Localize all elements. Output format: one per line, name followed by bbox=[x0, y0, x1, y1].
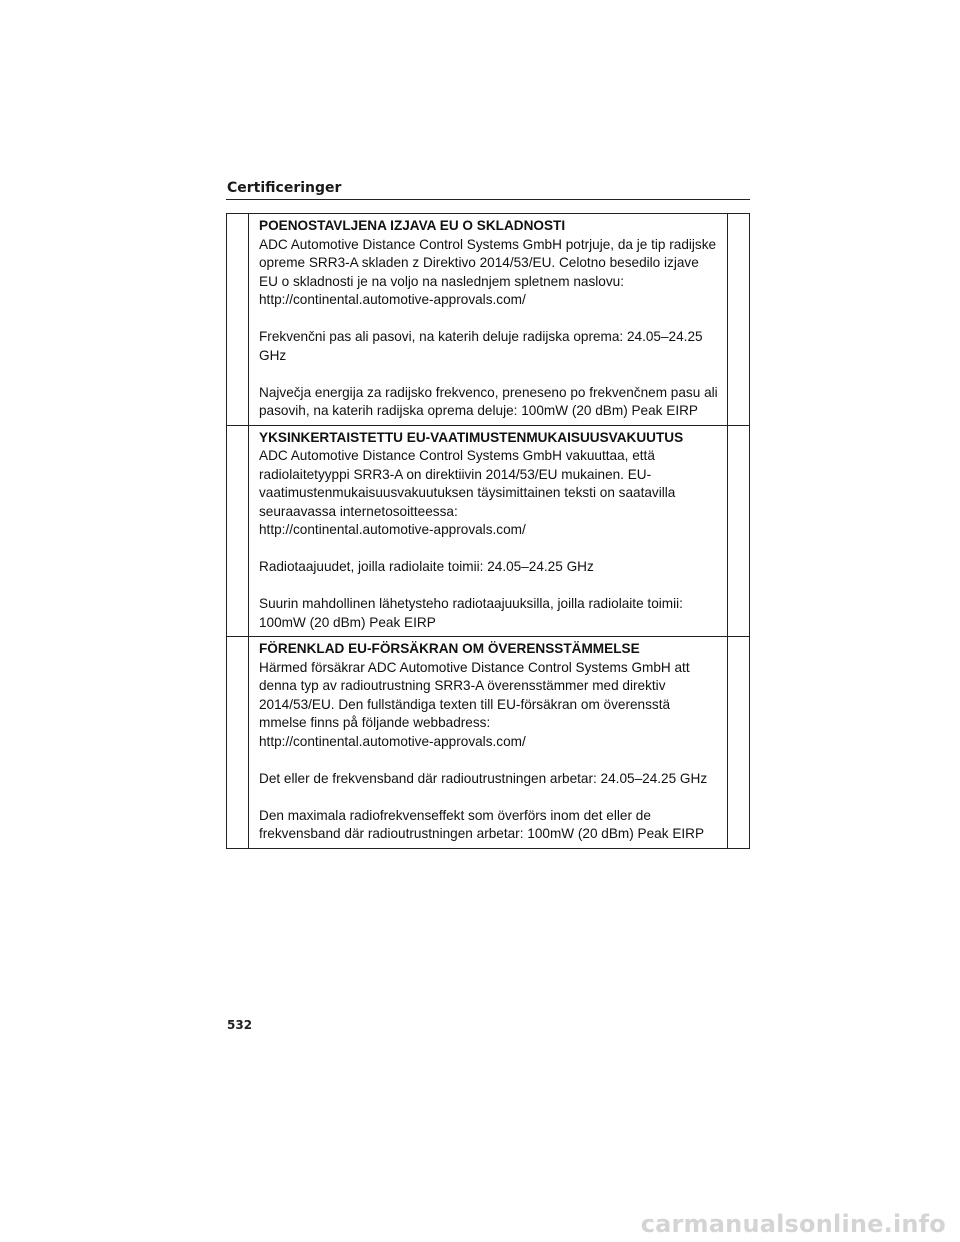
table-margin-cell-right bbox=[728, 637, 750, 849]
declaration-power: Suurin mahdollinen lähetysteho radiotaajuuksilla, joilla radiolaite toimii: 100mW (20 dBm) Peak EIRP bbox=[259, 596, 683, 630]
declaration-intro: Härmed försäkrar ADC Automotive Distance Control Systems GmbH att denna typ av radioutrustning SRR3-A överensstämmer med direktiv 2014/53/EU. Den fullständiga texten till EU-försäkran om överensstä mmelse finns på följande webbadress: bbox=[259, 659, 690, 730]
declaration-title: YKSINKERTAISTETTU EU-VAATIMUSTENMUKAISUUSVAKUUTUS bbox=[259, 429, 684, 445]
table-margin-cell-left bbox=[227, 425, 249, 637]
declaration-power: Največja energija za radijsko frekvenco, preneseno po frekvenčnem pasu ali pasovih, na katerih radijska oprema deluje: 100mW (20 dBm) Peak EIRP bbox=[259, 384, 718, 418]
table-margin-cell-right bbox=[728, 214, 750, 426]
declaration-url: http://continental.automotive-approvals.com/ bbox=[259, 733, 526, 749]
table-margin-cell-left bbox=[227, 637, 249, 849]
table-row-swedish bbox=[227, 637, 750, 849]
declaration-intro: ADC Automotive Distance Control Systems GmbH potrjuje, da je tip radijske opreme SRR3-A skladen z Direktivo 2014/53/EU. Celotno besedilo izjave EU o skladnosti je na voljo na naslednjem spletnem naslovu: bbox=[259, 236, 717, 289]
declaration-frequency: Det eller de frekvensband där radioutrustningen arbetar: 24.05–24.25 GHz bbox=[259, 770, 708, 786]
declaration-cell-swedish bbox=[249, 637, 728, 849]
declaration-power: Den maximala radiofrekvenseffekt som överförs inom det eller de frekvensband där radioutrustningen arbetar: 100mW (20 dBm) Peak EIRP bbox=[259, 807, 705, 841]
watermark-logo: carmanualsonline.info bbox=[640, 1210, 946, 1238]
declaration-url: http://continental.automotive-approvals.com/ bbox=[259, 292, 526, 307]
section-heading: Certificeringer bbox=[227, 180, 342, 196]
table-row-finnish bbox=[227, 425, 750, 637]
declaration-title: FÖRENKLAD EU-FÖRSÄKRAN OM ÖVERENSSTÄMMELSE bbox=[259, 641, 640, 656]
declaration-url: http://continental.automotive-approvals.com/ bbox=[259, 522, 526, 537]
table-margin-cell-right bbox=[728, 425, 750, 637]
page-number: 532 bbox=[227, 1018, 253, 1032]
declaration-frequency: Radiotaajuudet, joilla radiolaite toimii: 24.05–24.25 GHz bbox=[259, 559, 594, 574]
declaration-cell-finnish bbox=[249, 425, 728, 637]
declaration-frequency: Frekvenčni pas ali pasovi, na katerih deluje radijska oprema: 24.05–24.25 GHz bbox=[259, 329, 703, 363]
declaration-title: POENOSTAVLJENA IZJAVA EU O SKLADNOSTI bbox=[259, 218, 566, 233]
table-row-slovenian bbox=[227, 214, 750, 426]
declaration-intro: ADC Automotive Distance Control Systems GmbH vakuuttaa, että radiolaitetyyppi SRR3-A on direktiivin 2014/53/EU mukainen. EU-vaatimustenmukaisuusvakuutuksen täysimittainen teksti on saatavilla seuraavassa internetosoitteessa: bbox=[259, 448, 676, 519]
table-margin-cell-left bbox=[227, 214, 249, 426]
heading-divider bbox=[226, 199, 750, 200]
certification-table bbox=[226, 213, 750, 849]
declaration-cell-slovenian bbox=[249, 214, 728, 426]
